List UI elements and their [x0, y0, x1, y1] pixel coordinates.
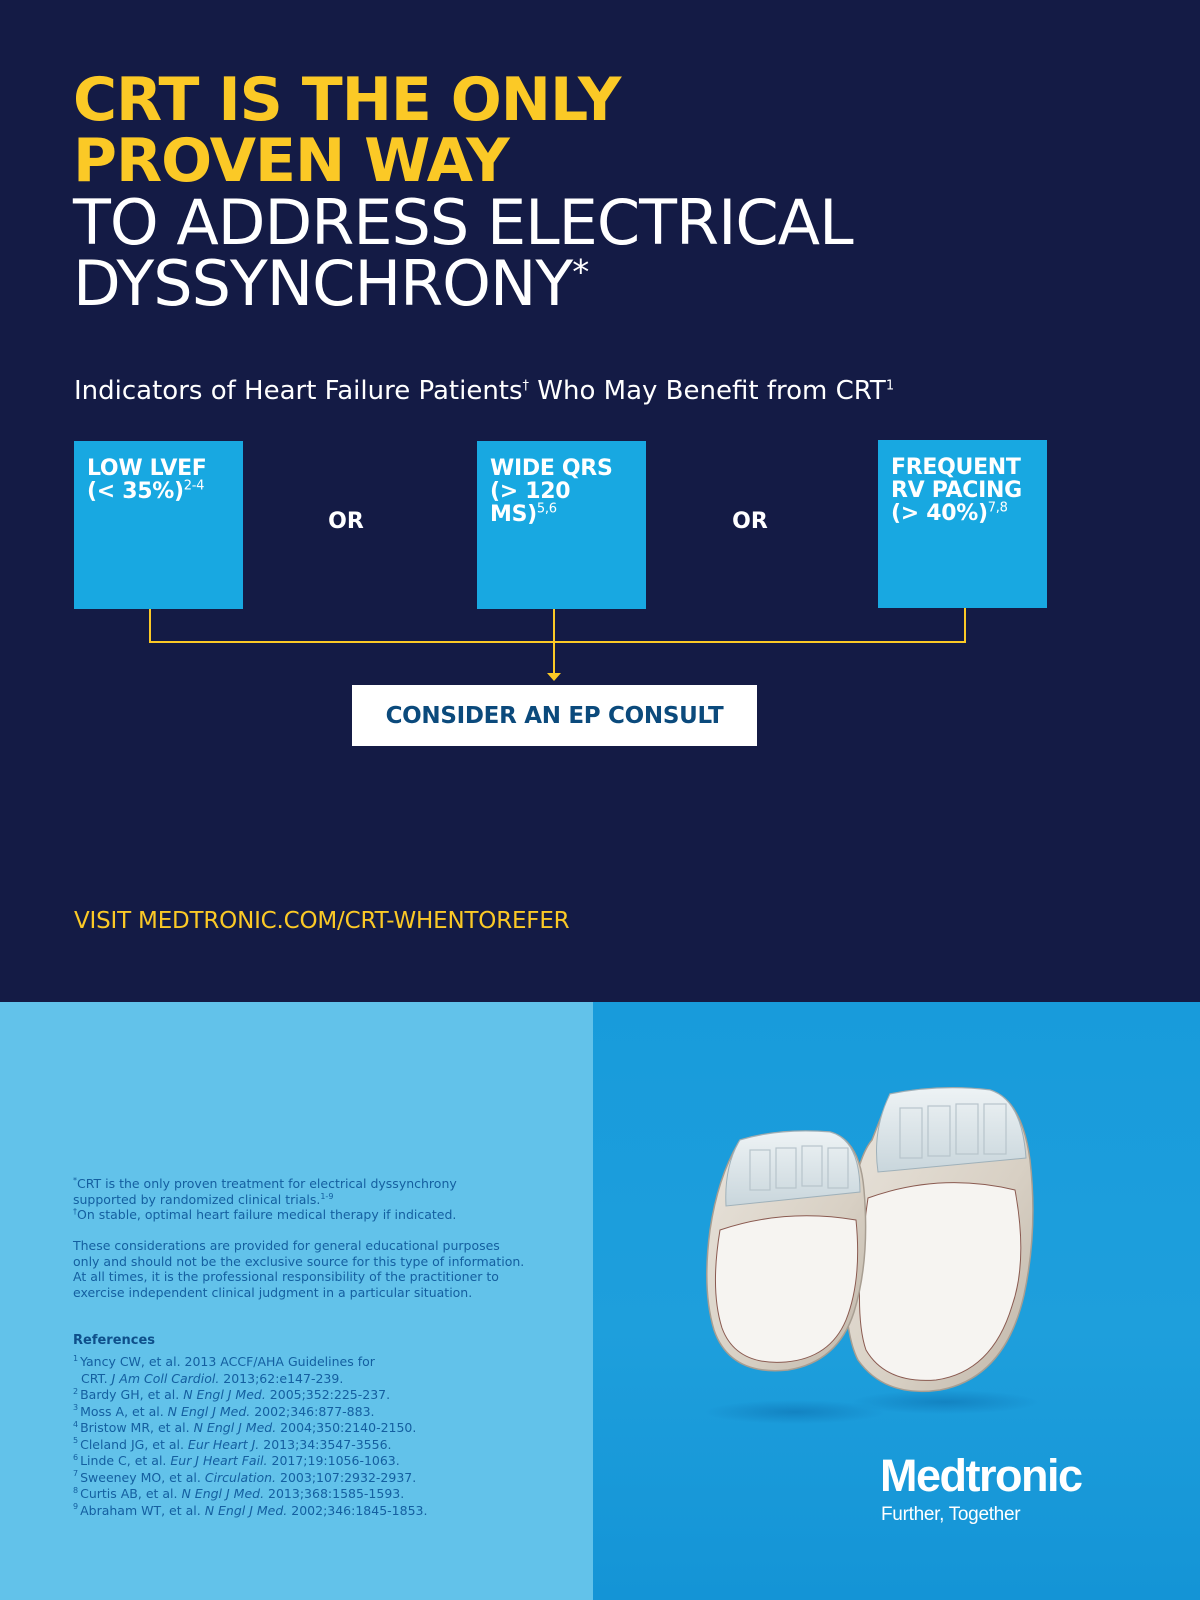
or-label-2: OR — [732, 509, 768, 534]
subhead-text-b: Who May Benefit from CRT — [529, 376, 886, 406]
flow-connector — [0, 0, 1200, 700]
reference-item — [73, 1470, 427, 1487]
reference-authors: Linde C, et al. — [80, 1453, 171, 1468]
references-title: References — [73, 1333, 156, 1348]
reference-journal: N Engl J Med. — [167, 1403, 251, 1419]
headline-line-2: PROVEN WAY — [73, 126, 509, 196]
reference-number: 5 — [73, 1436, 79, 1446]
reference-number: 3 — [73, 1403, 79, 1413]
reference-authors: Bardy GH, et al. — [80, 1387, 184, 1402]
headline-line-3: TO ADDRESS ELECTRICAL — [73, 186, 853, 259]
reference-journal: N Engl J Med. — [183, 1387, 266, 1402]
reference-citation: 2013;34:3547-3556. — [259, 1436, 392, 1452]
reference-item — [73, 1437, 427, 1454]
reference-authors: Moss A, et al. — [80, 1403, 168, 1419]
reference-journal: Circulation. — [204, 1469, 277, 1485]
reference-cont-text: CRT. — [81, 1370, 112, 1386]
reference-item — [73, 1420, 427, 1437]
arrow-down-icon — [547, 673, 561, 681]
reference-journal: N Engl J Med. — [181, 1486, 265, 1501]
reference-number: 6 — [73, 1452, 79, 1462]
indicator-label-text: LOW LVEF (< 35%) — [87, 456, 207, 504]
reference-authors: Curtis AB, et al. — [80, 1486, 182, 1501]
reference-journal: Eur Heart J. — [187, 1436, 260, 1452]
indicator-label-text: WIDE QRS (> 120 MS) — [490, 456, 613, 527]
reference-citation: 2013;368:1585-1593. — [264, 1486, 405, 1501]
reference-number: 9 — [73, 1502, 79, 1512]
reference-journal: J Am Coll Cardiol. — [111, 1370, 220, 1386]
reference-item — [73, 1387, 427, 1404]
disclaimer-text: These considerations are provided for general educational purposes only and should not be the exclusive source for this type of information. At all times, it is the professional responsibility of the practitioner to exercise independent clinical judgment in a particular situation. — [73, 1238, 525, 1300]
headline-line-4-text: DYSSYNCHRONY — [73, 247, 573, 320]
reference-authors: Cleland JG, et al. — [80, 1436, 188, 1452]
reference-authors: Yancy CW, et al. 2013 ACCF/AHA Guidelines for — [80, 1354, 375, 1369]
reference-citation: 2013;62:e147-239. — [219, 1370, 344, 1386]
indicator-label-text: FREQUENT RV PACING (> 40%) — [891, 455, 1022, 526]
reference-item — [73, 1503, 427, 1520]
footnote-star — [73, 1176, 457, 1207]
references-list — [73, 1354, 427, 1519]
headline-asterisk: * — [572, 252, 589, 293]
footnote-star-refs: 1-9 — [320, 1191, 334, 1201]
footnote-star-mark: * — [73, 1175, 77, 1185]
reference-number: 7 — [73, 1469, 79, 1479]
subhead-dagger: † — [522, 378, 530, 394]
indicator-refs: 2-4 — [183, 478, 205, 494]
reference-citation: 2002;346:877-883. — [250, 1403, 375, 1419]
reference-continuation — [73, 1371, 427, 1388]
reference-number: 4 — [73, 1419, 79, 1429]
reference-journal: N Engl J Med. — [204, 1502, 288, 1518]
reference-item — [73, 1486, 427, 1503]
indicator-refs: 5,6 — [536, 501, 557, 517]
brand-tagline: Further, Together — [881, 1504, 1021, 1525]
consider-ep-consult-box: CONSIDER AN EP CONSULT — [352, 685, 757, 746]
or-label-1: OR — [328, 509, 364, 534]
subhead-ref: 1 — [885, 378, 895, 394]
reference-citation: 2005;352:225-237. — [265, 1387, 391, 1402]
headline-line-1: CRT IS THE ONLY — [73, 65, 621, 135]
visit-url-link[interactable]: VISIT MEDTRONIC.COM/CRT-WHENTOREFER — [74, 908, 570, 934]
reference-number: 1 — [73, 1353, 79, 1363]
footnote-star-text: CRT is the only proven treatment for electrical dyssynchrony supported by randomized clinical trials. — [73, 1176, 457, 1207]
reference-authors: Sweeney MO, et al. — [80, 1469, 205, 1485]
reference-citation: 2002;346:1845-1853. — [287, 1502, 428, 1518]
reference-item — [73, 1453, 427, 1470]
reference-journal: Eur J Heart Fail. — [170, 1453, 268, 1468]
reference-authors: Abraham WT, et al. — [80, 1502, 205, 1518]
indicator-refs: 7,8 — [987, 500, 1008, 516]
medtronic-logo: Medtronic — [880, 1450, 1082, 1501]
reference-item — [73, 1354, 427, 1387]
footnote-dagger-text: On stable, optimal heart failure medical therapy if indicated. — [77, 1207, 457, 1222]
reference-number: 8 — [73, 1485, 79, 1495]
reference-citation: 2017;19:1056-1063. — [267, 1453, 400, 1468]
reference-item — [73, 1404, 427, 1421]
footnote-dagger-mark: † — [73, 1206, 77, 1216]
reference-journal: N Engl J Med. — [193, 1420, 277, 1435]
reference-number: 2 — [73, 1386, 79, 1396]
reference-citation: 2003;107:2932-2937. — [276, 1469, 417, 1485]
implantable-device-image — [700, 1080, 1060, 1440]
footnote-dagger — [73, 1207, 456, 1223]
reference-citation: 2004;350:2140-2150. — [276, 1420, 417, 1435]
reference-authors: Bristow MR, et al. — [80, 1420, 194, 1435]
subhead-text-a: Indicators of Heart Failure Patients — [74, 376, 523, 406]
